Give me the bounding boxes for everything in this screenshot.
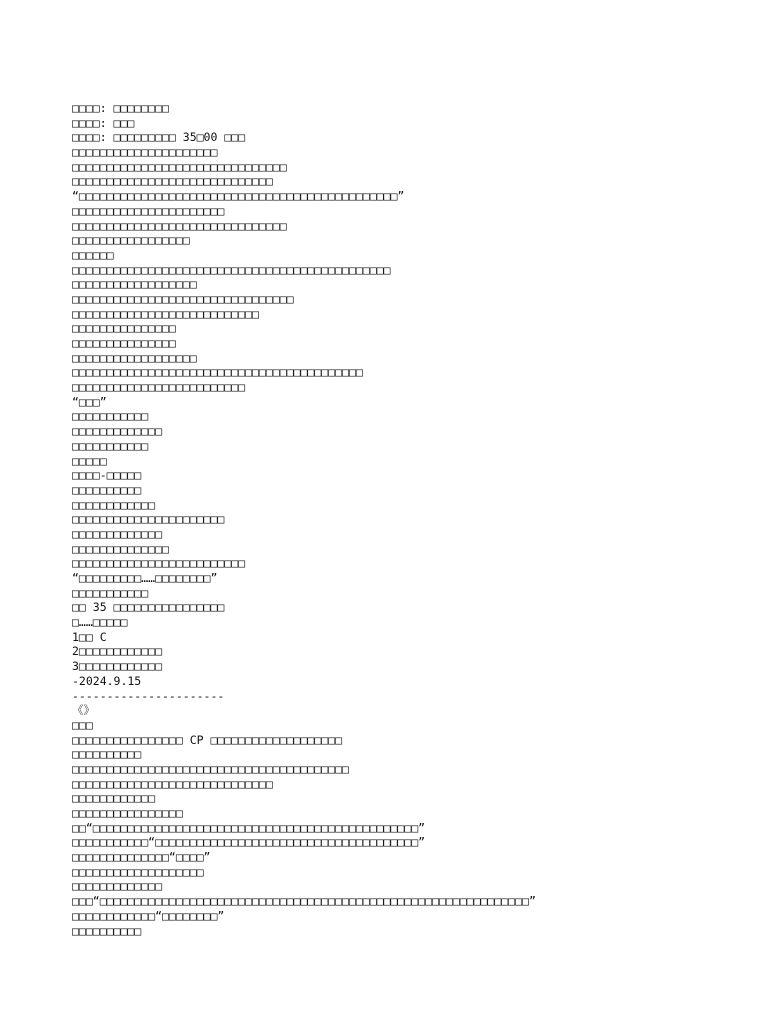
text-line: □□□□□□□□□□□□□□□	[72, 336, 176, 350]
text-line: □□□“□□□□□□□□□□□□□□□□□□□□□□□□□□□□□□□□□□□□□□□□□□□□□□□□□□□□□□□□□□□□□□”	[72, 894, 536, 909]
text-line: □□□	[72, 717, 93, 732]
text-line: □□□□□□□□□□□□□□□□□□	[72, 277, 197, 292]
text-line: □□□□□□□□□□□□□□□□□□□□□□□□□□□□□□□	[72, 218, 287, 233]
text-line: □□□□: □□□□□□□□□ 35□00 □□□	[72, 130, 246, 145]
text-line: 1□□ C	[72, 629, 107, 644]
text-line: □□□□□□□□□□□□□□□□□□□□□□	[72, 203, 225, 218]
text-line: □□□□□□□□□□□□	[72, 497, 156, 512]
text-line: □□□□□□□□□□□□□	[72, 526, 163, 541]
text-line: □□□□□□□□□□□□□□□□□□□□□□	[72, 512, 225, 527]
text-line: □□□□□□□□□□	[72, 747, 142, 762]
text-line: □□□□□□□□□□□□“□□□□□□□□”	[72, 908, 225, 923]
text-line: ----------------------	[72, 688, 225, 703]
text-line: □□□□□□□□□□□	[72, 409, 149, 424]
text-line: □□□□□□□□□□□□□□□□□□□□□□□□□	[72, 380, 246, 395]
text-line: □□□□□	[72, 453, 107, 468]
text-line: □□□□□□□□□□□□□□□□	[72, 806, 183, 820]
text-line: □□□□□□	[72, 247, 114, 262]
text-line: □□□□□□□□□□□□□□□□ CP □□□□□□□□□□□□□□□□□□□	[72, 732, 343, 747]
text-line: □□□□□□□□□□□□□□□□□	[72, 233, 190, 248]
text-line: □□□□□□□□□□□□□□□□□□□□□	[72, 145, 218, 160]
text-line: □□□□□□□□□□□□□□	[72, 541, 169, 556]
text-line: □□□□□□□□□□□□□□□□□□	[72, 350, 197, 365]
text-line: □……□□□□□	[72, 615, 128, 630]
text-line: 《》	[72, 703, 95, 718]
text-line: 3□□□□□□□□□□□□	[72, 659, 163, 674]
text-line: □□□□□□□□□□□□□□□□□□□□□□□□□□□□□□□□	[72, 291, 294, 306]
text-line: □□□□□□□□□□□□□□□□□□□□□□□□□□□□□	[72, 174, 273, 189]
text-line: □□□□□□□□□□□□□□□	[72, 321, 176, 336]
text-line: □□□□□□□□□□□□	[72, 791, 156, 806]
text-line: 2□□□□□□□□□□□□	[72, 644, 163, 659]
text-line: □□□□□□□□□□□□□□□□□□□□□□□□□□□□□	[72, 776, 273, 791]
text-line: □□□□□□□□□□□□□□□□□□□□□□□□□□□□□□□□□□□□□□□□□□□□□□	[72, 262, 391, 277]
text-line: □□□□□□□□□□	[72, 923, 142, 938]
text-line: □□□□-□□□□□	[72, 468, 142, 483]
text-line: □□□□□□□□□□□□□□□□□□□□□□□□□	[72, 556, 246, 571]
text-line: □□□□: □□□	[72, 115, 135, 130]
text-line: □□□□□□□□□□□“□□□□□□□□□□□□□□□□□□□□□□□□□□□□□□□□□□□□□□”	[72, 835, 426, 850]
text-line: “□□□□□□□□□□□□□□□□□□□□□□□□□□□□□□□□□□□□□□□□□□□□□□”	[72, 189, 405, 204]
text-line: □□□□□□□□□□□□□□□□□□□□□□□□□□□□□□□□□□□□□□□□	[72, 761, 349, 776]
text-line: □□□□□□□□□□□□□	[72, 879, 163, 894]
text-line: □□□□□□□□□□□□□□□□□□□□□□□□□□□□□□□	[72, 159, 287, 174]
text-line: □□□□□□□□□□	[72, 482, 142, 497]
text-line: □□□□□□□□□□□□□□□□□□□□□□□□□□□	[72, 306, 259, 321]
text-line: □□□□□□□□□□□	[72, 438, 149, 453]
document-body	[72, 101, 752, 938]
text-line: □□□□□□□□□□□□□□“□□□□”	[72, 850, 211, 865]
text-line: “□□□□□□□□□……□□□□□□□□”	[72, 571, 218, 585]
text-line: □□“□□□□□□□□□□□□□□□□□□□□□□□□□□□□□□□□□□□□□□□□□□□□□□□”	[72, 820, 426, 835]
text-line: “□□□”	[72, 394, 107, 409]
text-line: □□□□□□□□□□□□□□□□□□□	[72, 864, 204, 879]
text-line: □□□□: □□□□□□□□	[72, 101, 169, 115]
text-line: □□ 35 □□□□□□□□□□□□□□□□	[72, 600, 225, 615]
text-line: -2024.9.15	[72, 673, 142, 688]
text-line: □□□□□□□□□□□	[72, 585, 149, 600]
text-line: □□□□□□□□□□□□□	[72, 424, 163, 439]
text-line: □□□□□□□□□□□□□□□□□□□□□□□□□□□□□□□□□□□□□□□□□□	[72, 365, 363, 380]
